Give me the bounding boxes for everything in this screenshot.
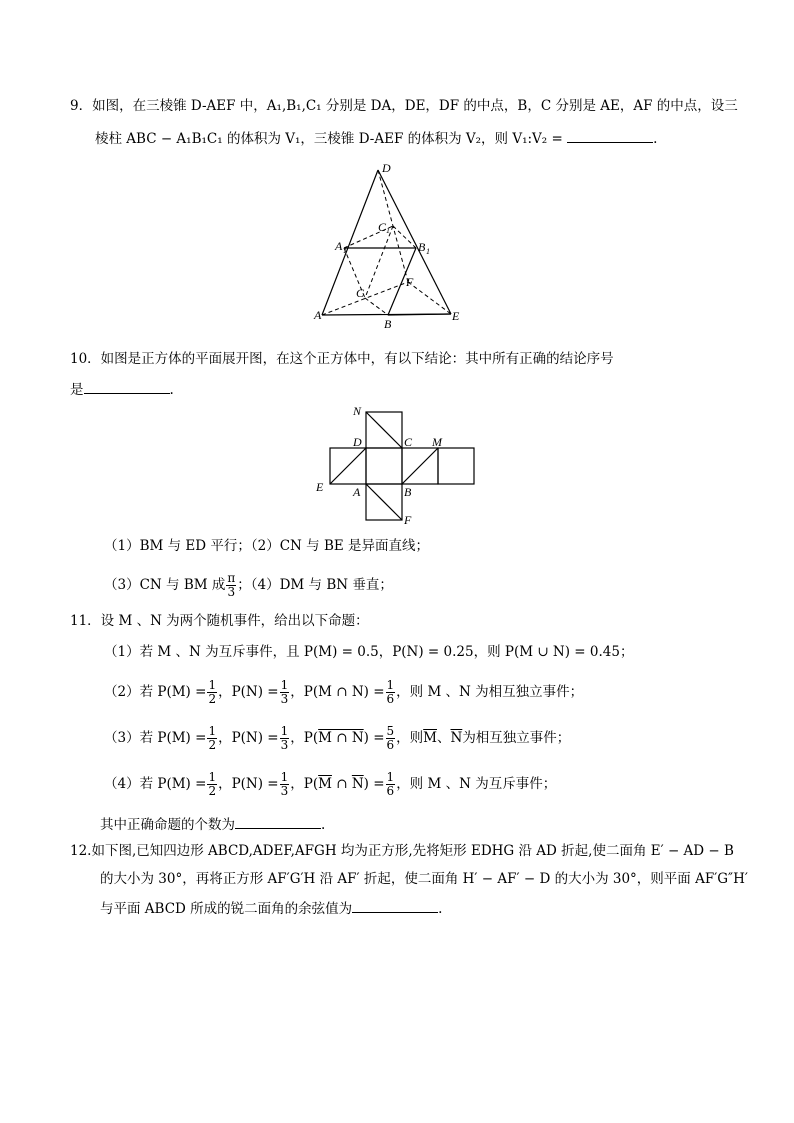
label-C1: C — [378, 220, 387, 234]
svg-text:1: 1 — [386, 226, 390, 235]
diag-BM — [402, 448, 438, 484]
label-C: C — [356, 286, 365, 300]
q9-line2-end: . — [653, 131, 658, 147]
label-D: D — [382, 161, 391, 175]
edge-C1C — [365, 226, 393, 298]
label-A1: A — [335, 239, 343, 253]
svg-text:1: 1 — [426, 247, 430, 256]
label-M: M — [432, 435, 442, 449]
q10-line2-end: . — [169, 382, 174, 398]
q10-line1: 10．如图是正方体的平面展开图，在这个正方体中，有以下结论：其中所有正确的结论序号 — [70, 351, 614, 367]
q12-line1: 12.如下图,已知四边形 ABCD,ADEF,AFGH 均为正方形,先将矩形 EDHG 沿 AD 折起,使二面角 E′ − AD − B — [70, 843, 734, 859]
q9-line1: 9．如图，在三棱锥 D-AEF 中，A₁,B₁,C₁ 分别是 DA，DE，DF 的中点，B，C 分别是 AE，AF 的中点，设三 — [70, 98, 738, 114]
label-B: B — [384, 317, 392, 331]
label-A: A — [314, 308, 322, 322]
q11-prop-1: （1）若 M 、N 为互斥事件，且 P(M) = 0.5，P(N) = 0.25，则 P(M ∪ N) = 0.45； — [104, 644, 634, 660]
q9-figure-triangular-pyramid — [310, 160, 470, 332]
q12-line2: 的大小为 30°，再将正方形 AF′G′H 沿 AF′ 折起，使二面角 H′ − AF′ − D 的大小为 30°，则平面 AF′G″H′ — [100, 871, 748, 887]
diag-AF — [366, 484, 402, 520]
svg-text:1: 1 — [343, 246, 347, 255]
q10-figure-cube-net — [310, 400, 485, 528]
edge-FE — [408, 282, 451, 314]
diag-ED — [330, 448, 366, 484]
label-F: F — [406, 275, 414, 289]
q11-answer-blank[interactable] — [235, 814, 321, 829]
q11-tail: 其中正确命题的个数为 . — [100, 814, 325, 834]
q9-line2-text: 棱柱 ABC − A₁B₁C₁ 的体积为 V₁，三棱锥 D-AEF 的体积为 V₂，则 V₁:V₂ = — [95, 131, 563, 147]
label-B1: B — [418, 240, 426, 254]
edge-DA — [322, 170, 378, 315]
edge-DE — [378, 170, 451, 314]
q10-line2 — [70, 379, 174, 399]
q10-answer-blank[interactable] — [84, 379, 170, 394]
label-D: D — [353, 435, 362, 449]
q10-option-1-2: （1）BM 与 ED 平行；（2）CN 与 BE 是异面直线； — [104, 538, 430, 554]
q9-line2 — [95, 128, 657, 148]
q9-answer-blank[interactable] — [567, 128, 653, 143]
q11-prop-3: （3）若 P(M) = $\frac{1}{2}$ ，P(N) = $\frac{1}{3}$ ，P(M ∩ N) = $\frac{5}{6}$ ，则$\overline{M}$、$\overline{N}$为相互独立事件； — [104, 724, 571, 752]
q11-prop-4: （4）若 P(M) = $\frac{1}{2}$ ，P(N) = $\frac{1}{3}$ ，$P(\overline{M}$ ∩ $\overline{N}$) = $\frac{1}{6}$ ，则 M 、N 为互斥事件； — [104, 770, 557, 798]
label-B: B — [404, 485, 412, 499]
q12-answer-blank[interactable] — [352, 898, 438, 913]
label-A: A — [353, 485, 361, 499]
diag-NC — [366, 412, 402, 448]
q10-line2-text: 是 — [70, 382, 84, 398]
edge-CB — [365, 298, 388, 315]
label-C: C — [404, 435, 413, 449]
label-E: E — [452, 309, 460, 323]
label-F: F — [404, 513, 412, 527]
q10-option-3-4: （3）CN 与 BM 成 $\frac{\pi}{3}$ ；（4）DM 与 BN 垂直； — [104, 571, 393, 599]
label-N: N — [353, 404, 362, 418]
q12-line3: 与平面 ABCD 所成的锐二面角的余弦值为 . — [100, 898, 442, 918]
fraction-pi-over-3: $\frac{\pi}{3}$ — [227, 571, 236, 599]
q11-prop-2: （2）若 P(M) = $\frac{1}{2}$ ，P(N) = $\frac{1}{3}$ ，P(M ∩ N) = $\frac{1}{6}$ ，则 M 、N 为相互独立事件； — [104, 678, 584, 706]
label-E: E — [316, 480, 324, 494]
q11-line1: 11．设 M 、N 为两个随机事件，给出以下命题： — [70, 613, 369, 629]
